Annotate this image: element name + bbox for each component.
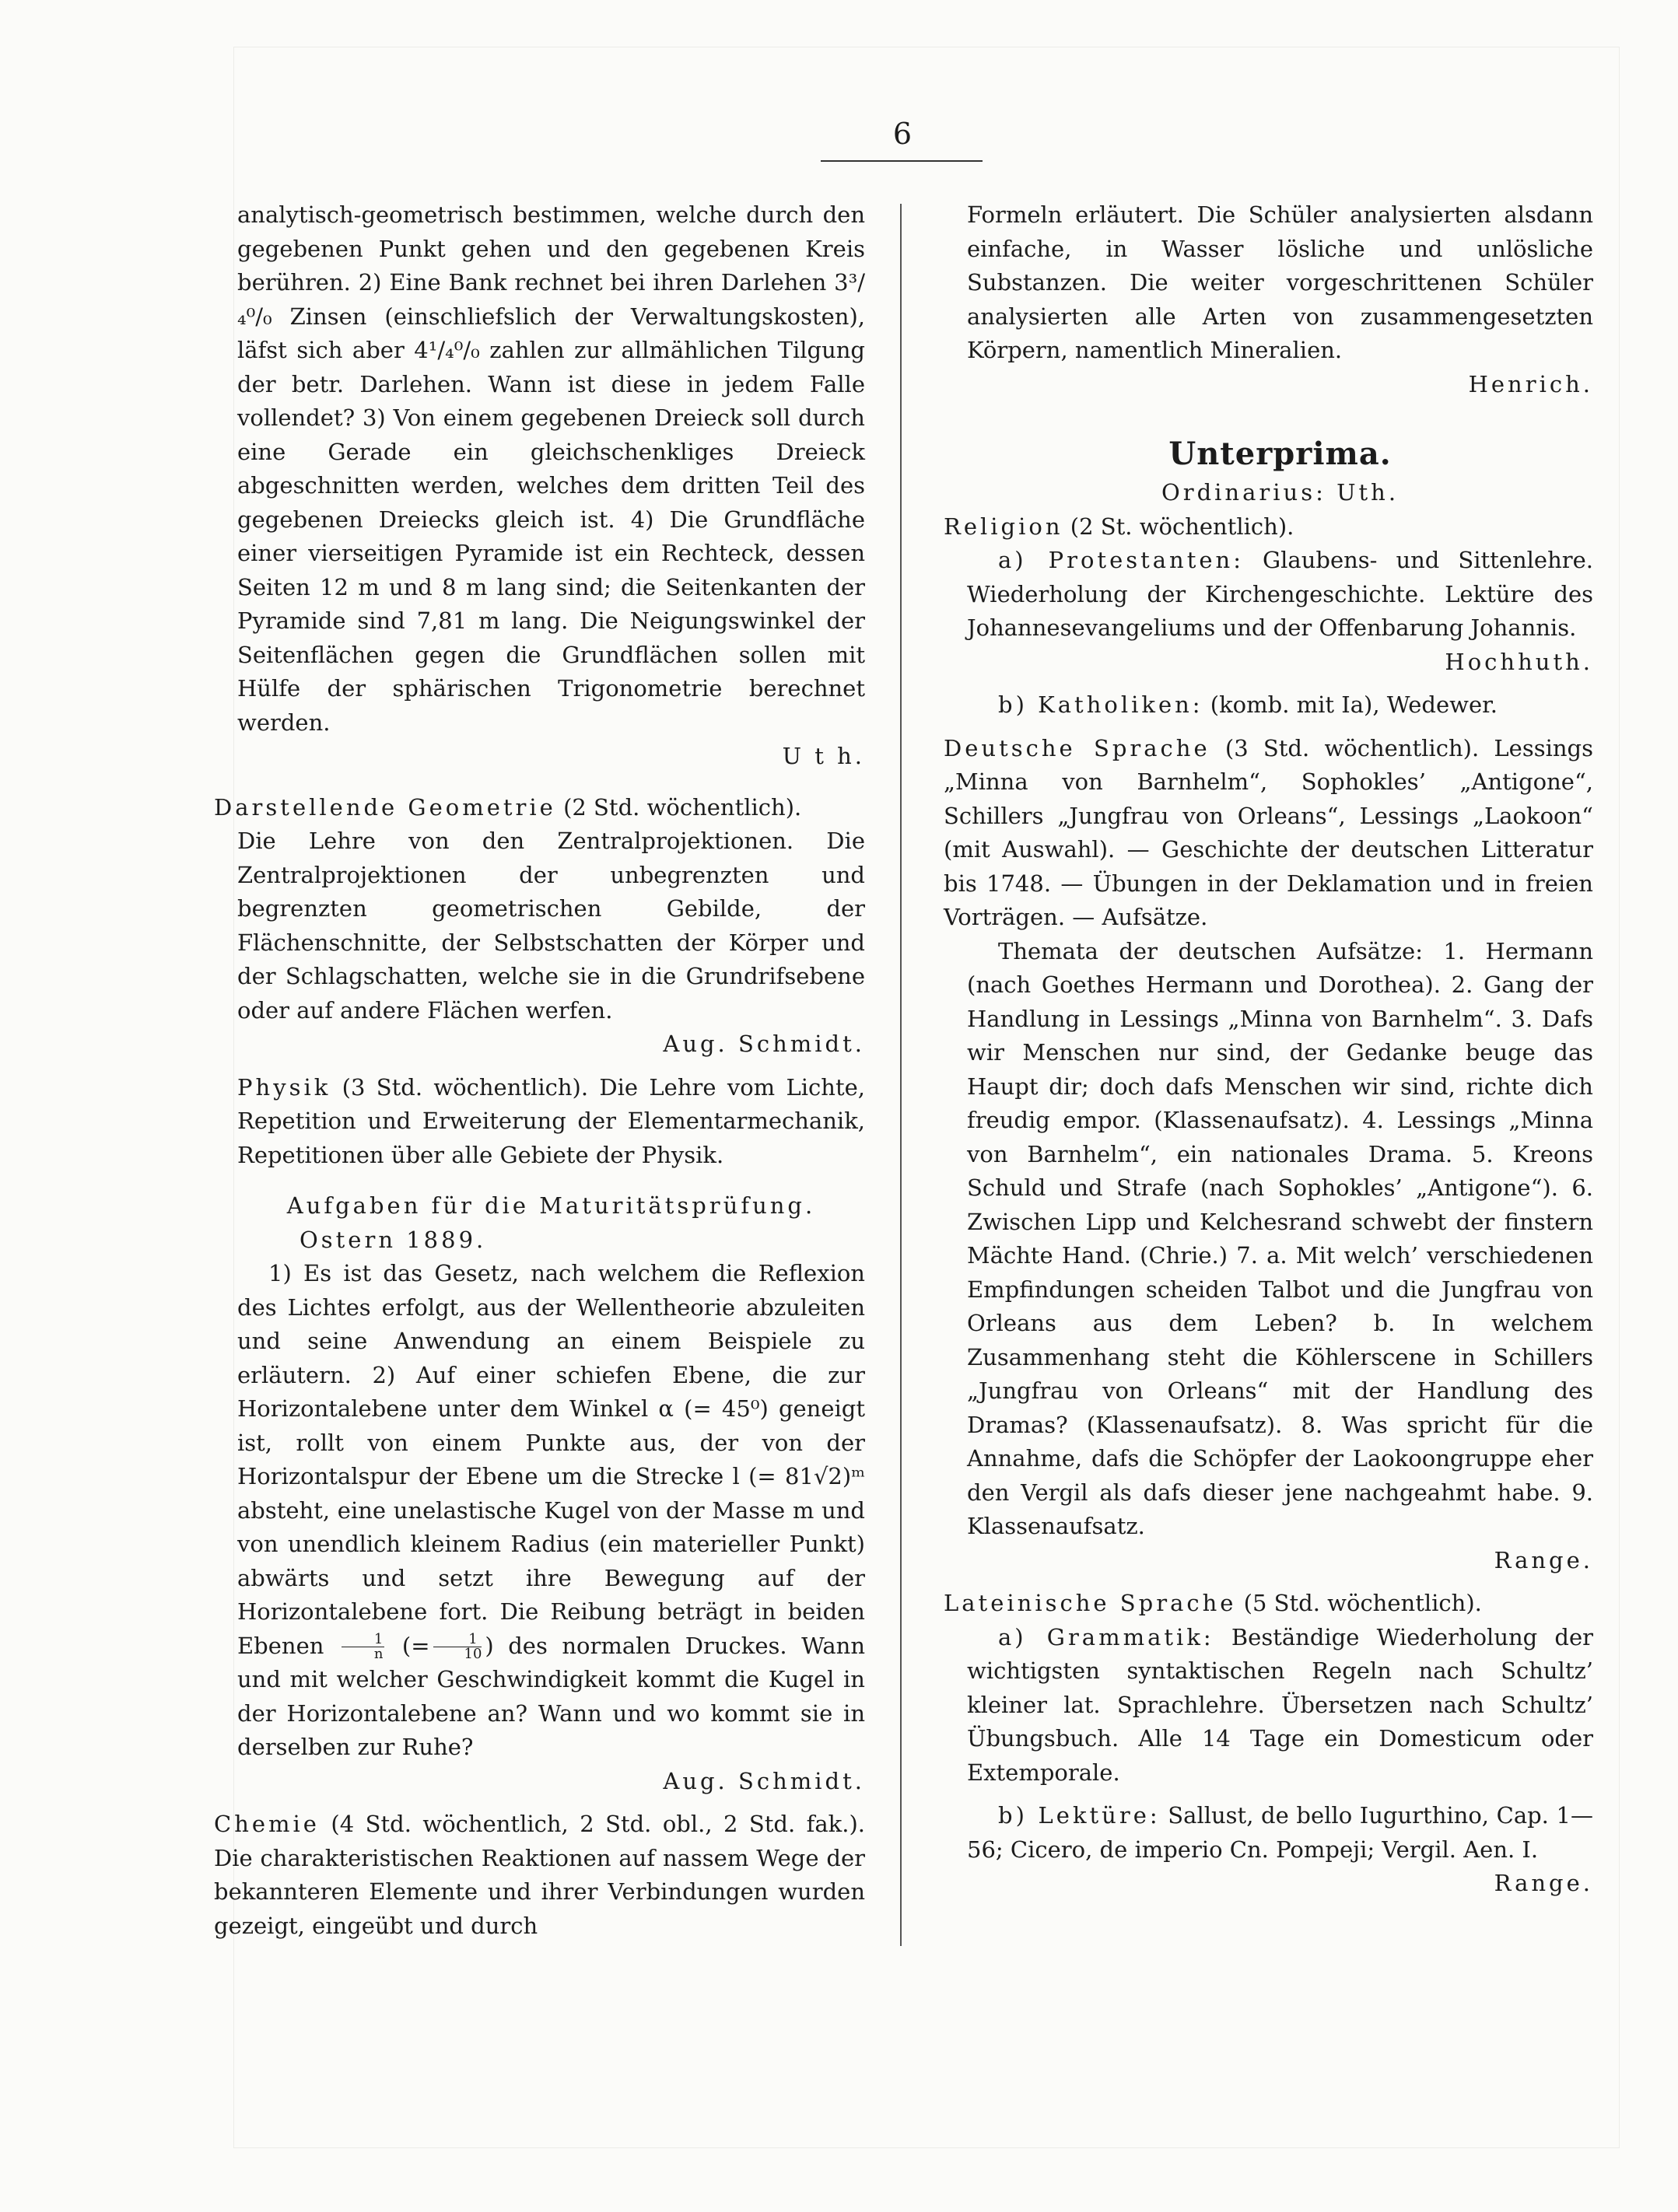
fraction-numerator: 1 [342, 1633, 384, 1647]
latein-section [944, 1587, 1593, 1621]
physik-heading: Physik [237, 1073, 331, 1101]
religion-catholic [967, 688, 1593, 723]
fraction-denominator: n [373, 1646, 384, 1662]
chemie-continuation: Formeln erläutert. Die Schüler analysierten alsdann einfache, in Wasser lösliche und unlösliche Substanzen. Die weiter vorgeschrittenen Schüler analysierten alle Arten von zusammengesetzten Körpern, namentlich Mineralien. [967, 201, 1593, 363]
darstellende-geometrie-section [214, 791, 865, 825]
deutsch-body: (3 Std. wöchentlich). Lessings „Minna von Barnhelm“, Sophokles’ „Antigone“, Schillers „Jungfrau von Orleans“, Lessings „Laokoon“ (mit Auswahl). — Geschichte der deutschen Litteratur bis 1748. — Übungen in der Deklamation und in freien Vorträgen. — Aufsätze. [944, 734, 1593, 930]
fraction-1-over-10 [433, 1633, 482, 1661]
header-rule [821, 160, 983, 162]
math-exercises-paragraph: analytisch-geometrisch bestimmen, welche durch den gegebenen Punkt gehen und den gegebenen Kreis berühren. 2) Eine Bank rechnet bei ihren Darlehen 3³/₄⁰/₀ Zinsen (einschliefslich der Verwaltungskosten), läfst sich aber 4¹/₄⁰/₀ zahlen zur allmählichen Tilgung der betr. Darlehen. Wann ist diese in jedem Falle vollendet? 3) Von einem gegebenen Dreieck soll durch eine Gerade ein gleichschenkliges Dreieck abgeschnitten werden, welches dem dritten Teil des gegebenen Dreiecks gleich ist. 4) Die Grundfläche einer vierseitigen Pyramide ist ein Rechteck, dessen Seiten 12 m und 8 m lang sind; die Seitenkanten der Pyramide sind 7,81 m lang. Die Neigungswinkel der Seitenflächen gegen die Grundflächen sollen mit Hülfe der sphärischen Trigonometrie berechnet werden. [237, 201, 865, 736]
signature-schmidt-2: Aug. Schmidt. [663, 1767, 865, 1794]
chemie-body: (4 Std. wöchentlich, 2 Std. obl., 2 Std. fak.). Die charakteristischen Reaktionen auf nassem Wege der bekannteren Elemente und ihrer Verbindungen wurden gezeigt, eingeübt und durch [214, 1811, 865, 1939]
themata-paragraph: Themata der deutschen Aufsätze: 1. Hermann (nach Goethes Hermann und Dorothea). 2. Gang der Handlung in Lessings „Minna von Barnhelm“. 3. Dafs wir Menschen nur sind, der Gedanke beuge das Haupt dir; doch dafs Menschen wir sind, richte dich freudig empor. (Klassenaufsatz). 4. Lessings „Minna von Barnhelm“, ein nationales Drama. 5. Kreons Schuld und Strafe (nach Sophokles’ „Antigone“). 6. Zwischen Lipp und Kelchesrand schwebt der finstern Mächte Hand. (Chrie.) 7. a. Mit welch’ verschiedenen Empfindungen scheiden Talbot und die Jungfrau von Orleans aus dem Leben? b. In welchem Zusammenhang steht die Köhlerscene in Schillers „Jungfrau von Orleans“ mit der Handlung des Dramas? (Klassenaufsatz). 8. Was spricht für die Annahme, dafs die Schöpfer der Laokoongruppe eher den Vergil als dafs dieser jene nachgeahmt habe. 9. Klassenaufsatz. [967, 937, 1593, 1539]
page-number: 6 [892, 117, 913, 151]
religion-b-body: (komb. mit Ia), Wedewer. [1210, 691, 1498, 718]
latein-b-body: Sallust, de bello Iugurthino, Cap. 1—56; Cicero, de imperio Cn. Pompeji; Vergil. Aen. I. [967, 1802, 1593, 1863]
fraction-close: ) [485, 1632, 494, 1659]
religion-section [944, 510, 1593, 544]
latein-b-label: b) Lektüre: [998, 1802, 1161, 1829]
class-title: Unterprima. [1168, 436, 1392, 472]
latein-a-body: Beständige Wiederholung der wichtigsten syntaktischen Regeln nach Schultz’ kleiner lat. Sprachlehre. Übersetzen nach Schultz’ Übungsbuch. Alle 14 Tage ein Domesticum oder Extemporale. [967, 1623, 1594, 1786]
physics-exercises-part1: 1) Es ist das Gesetz, nach welchem die Reflexion des Lichtes erfolgt, aus der Wellentheorie abzuleiten und seine Anwendung an einem Beispiele zu erläutern. 2) Auf einer schiefen Ebene, die zur Horizontalebene unter dem Winkel α (= 45⁰) geneigt ist, rollt von einem Punkte aus, der von der Horizontalspur der Ebene um die Strecke l (= 81√2)ᵐ absteht, eine unelastische Kugel von der Masse m und von unendlich kleinem Radius (ein materieller Punkt) abwärts und setzt ihre Bewegung auf der Horizontalebene fort. Die Reibung beträgt in beiden Ebenen [237, 1260, 865, 1659]
physik-body: (3 Std. wöchentlich). Die Lehre vom Lichte, Repetition und Erweiterung der Elementarmechanik, Repetitionen über alle Gebiete der Physik. [237, 1073, 865, 1168]
fraction-1-over-n [342, 1633, 384, 1661]
religion-heading: Religion [944, 513, 1063, 540]
darstellende-body: Die Lehre von den Zentralprojektionen. Die Zentralprojektionen der unbegrenzten und begrenzten geometrischen Gebilde, der Flächenschnitte, der Selbstschatten der Körper und der Schlagschatten, welche sie in die Grundrifsebene oder auf andere Flächen werfen. [237, 828, 865, 1024]
religion-a-body: Glaubens- und Sittenlehre. Wiederholung der Kirchengeschichte. Lektüre des Johannesevangeliums und der Offenbarung Johannis. [967, 547, 1593, 641]
left-column [214, 198, 866, 1943]
religion-b-label: b) Katholiken: [998, 691, 1203, 718]
aufgaben-heading: Aufgaben für die Maturitätsprüfung. [286, 1192, 816, 1219]
signature-schmidt-1: Aug. Schmidt. [663, 1031, 865, 1057]
religion-hours: (2 St. wöchentlich). [1070, 513, 1294, 540]
chemie-section [214, 1808, 865, 1943]
physik-section [237, 1071, 865, 1173]
latein-hours: (5 Std. wöchentlich). [1243, 1590, 1482, 1616]
religion-protestant [967, 544, 1593, 646]
physics-exercises-part2: des normalen Druckes. Wann und mit welcher Geschwindigkeit kommt die Kugel in der Horizontalebene an? Wann und wo kommt sie in derselben zur Ruhe? [237, 1632, 866, 1760]
fraction-numerator: 1 [433, 1633, 482, 1647]
ordinarius: Ordinarius: Uth. [1161, 479, 1400, 506]
latein-heading: Lateinische Sprache [944, 1590, 1237, 1616]
latein-grammatik [967, 1621, 1593, 1790]
fraction-denominator: 10 [464, 1646, 482, 1662]
physics-exercises [237, 1257, 865, 1765]
right-column [944, 198, 1594, 1901]
darstellende-hours: (2 Std. wöchentlich). [563, 793, 802, 821]
fraction-eq-open: (= [401, 1632, 430, 1659]
column-divider [900, 204, 902, 1946]
signature-range-2: Range. [1494, 1870, 1593, 1896]
deutsch-heading: Deutsche Sprache [944, 734, 1210, 761]
latein-a-label: a) Grammatik: [998, 1623, 1214, 1650]
darstellende-heading: Darstellende Geometrie [214, 793, 556, 821]
signature-uth: U t h. [782, 743, 865, 769]
deutsch-section [944, 732, 1593, 935]
latein-lektuere [967, 1799, 1593, 1867]
religion-a-label: a) Protestanten: [998, 547, 1244, 573]
chemie-heading: Chemie [214, 1811, 320, 1837]
signature-henrich: Henrich. [1468, 370, 1593, 397]
ostern-date: Ostern 1889. [300, 1226, 487, 1253]
signature-hochhuth: Hochhuth. [1445, 648, 1593, 675]
signature-range-1: Range. [1494, 1546, 1593, 1573]
